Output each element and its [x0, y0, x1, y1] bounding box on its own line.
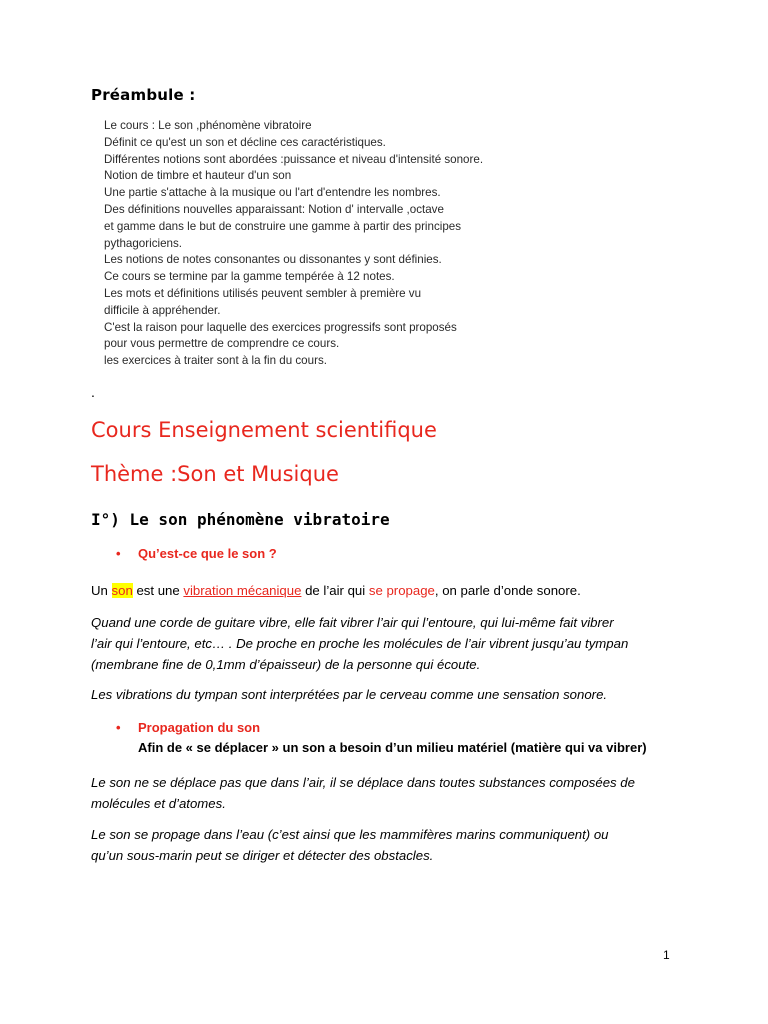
text-run: , on parle d’onde sonore. — [434, 583, 581, 598]
preamble-line: Ce cours se termine par la gamme tempérée à 12 notes. — [104, 270, 395, 284]
paragraph-line: qu’un sous-marin peut se diriger et détecter des obstacles. — [91, 848, 434, 863]
bullet-label: Qu’est-ce que le son ? — [138, 546, 277, 561]
preamble-line: C'est la raison pour laquelle des exercices progressifs sont proposés — [104, 320, 457, 334]
separator-dot: . — [91, 384, 95, 400]
preamble-line: Notion de timbre et hauteur d'un son — [104, 169, 292, 183]
preamble-line: Une partie s'attache à la musique ou l'art d'entendre les nombres. — [104, 186, 441, 200]
text-run: de l’air qui — [301, 583, 369, 598]
bullet-propagation — [116, 720, 260, 735]
preamble-line: difficile à appréhender. — [104, 303, 221, 317]
paragraph-line: Le son ne se déplace pas que dans l’air, il se déplace dans toutes substances composées de — [91, 775, 635, 790]
preamble-line: Le cours : Le son ,phénomène vibratoire — [104, 119, 312, 132]
definition-paragraph — [91, 580, 581, 601]
red-se-propage: se propage — [368, 583, 435, 598]
underlined-vibration-mecanique: vibration mécanique — [183, 583, 302, 598]
paragraph-line: Le son se propage dans l’eau (c’est ainsi que les mammifères marins communiquent) ou — [91, 827, 609, 842]
preamble-line: Définit ce qu'est un son et décline ces caractéristiques. — [104, 135, 386, 149]
preamble-line: les exercices à traiter sont à la fin du cours. — [104, 354, 327, 368]
guitar-paragraph — [91, 612, 628, 675]
highlighted-word-son: son — [111, 583, 133, 598]
preamble-title: Préambule : — [91, 86, 196, 104]
preamble-line: pythagoriciens. — [104, 236, 182, 250]
preamble-line: Les notions de notes consonantes ou dissonantes y sont définies. — [104, 253, 442, 267]
bullet-label: Propagation du son — [138, 720, 261, 735]
text-run: Un — [91, 583, 112, 598]
preamble-line: et gamme dans le but de construire une gamme à partir des principes — [104, 219, 462, 233]
propagation-subtext: Afin de « se déplacer » un son a besoin d’un milieu matériel (matière qui va vibrer) — [138, 740, 647, 755]
text-run: est une — [132, 583, 184, 598]
bullet-icon: • — [116, 720, 121, 735]
eardrum-paragraph: Les vibrations du tympan sont interprétées par le cerveau comme une sensation sonore. — [91, 687, 608, 702]
bullet-what-is-sound — [116, 546, 277, 561]
substances-paragraph — [91, 772, 635, 814]
section-heading: I°) Le son phénomène vibratoire — [91, 510, 390, 529]
paragraph-line: (membrane fine de 0,1mm d’épaisseur) de la personne qui écoute. — [91, 657, 481, 672]
paragraph-line: Quand une corde de guitare vibre, elle fait vibrer l’air qui l’entoure, qui lui-même fait vibrer — [91, 615, 614, 630]
course-title: Cours Enseignement scientifique — [91, 418, 437, 442]
preamble-line: Des définitions nouvelles apparaissant: Notion d' intervalle ,octave — [104, 202, 444, 216]
page-number: 1 — [663, 948, 670, 962]
bullet-icon: • — [116, 546, 121, 561]
preamble-line: pour vous permettre de comprendre ce cours. — [104, 337, 340, 351]
preamble-line: Les mots et définitions utilisés peuvent sembler à première vu — [104, 286, 422, 300]
water-paragraph — [91, 824, 609, 866]
preamble-scanned-text — [104, 118, 524, 370]
paragraph-line: l’air qui l’entoure, etc… . De proche en proche les molécules de l’air vibrent jusqu’au tympan — [91, 636, 629, 651]
theme-title: Thème :Son et Musique — [91, 462, 339, 486]
paragraph-line: molécules et d’atomes. — [91, 796, 226, 811]
preamble-line: Différentes notions sont abordées :puissance et niveau d'intensité sonore. — [104, 152, 484, 166]
